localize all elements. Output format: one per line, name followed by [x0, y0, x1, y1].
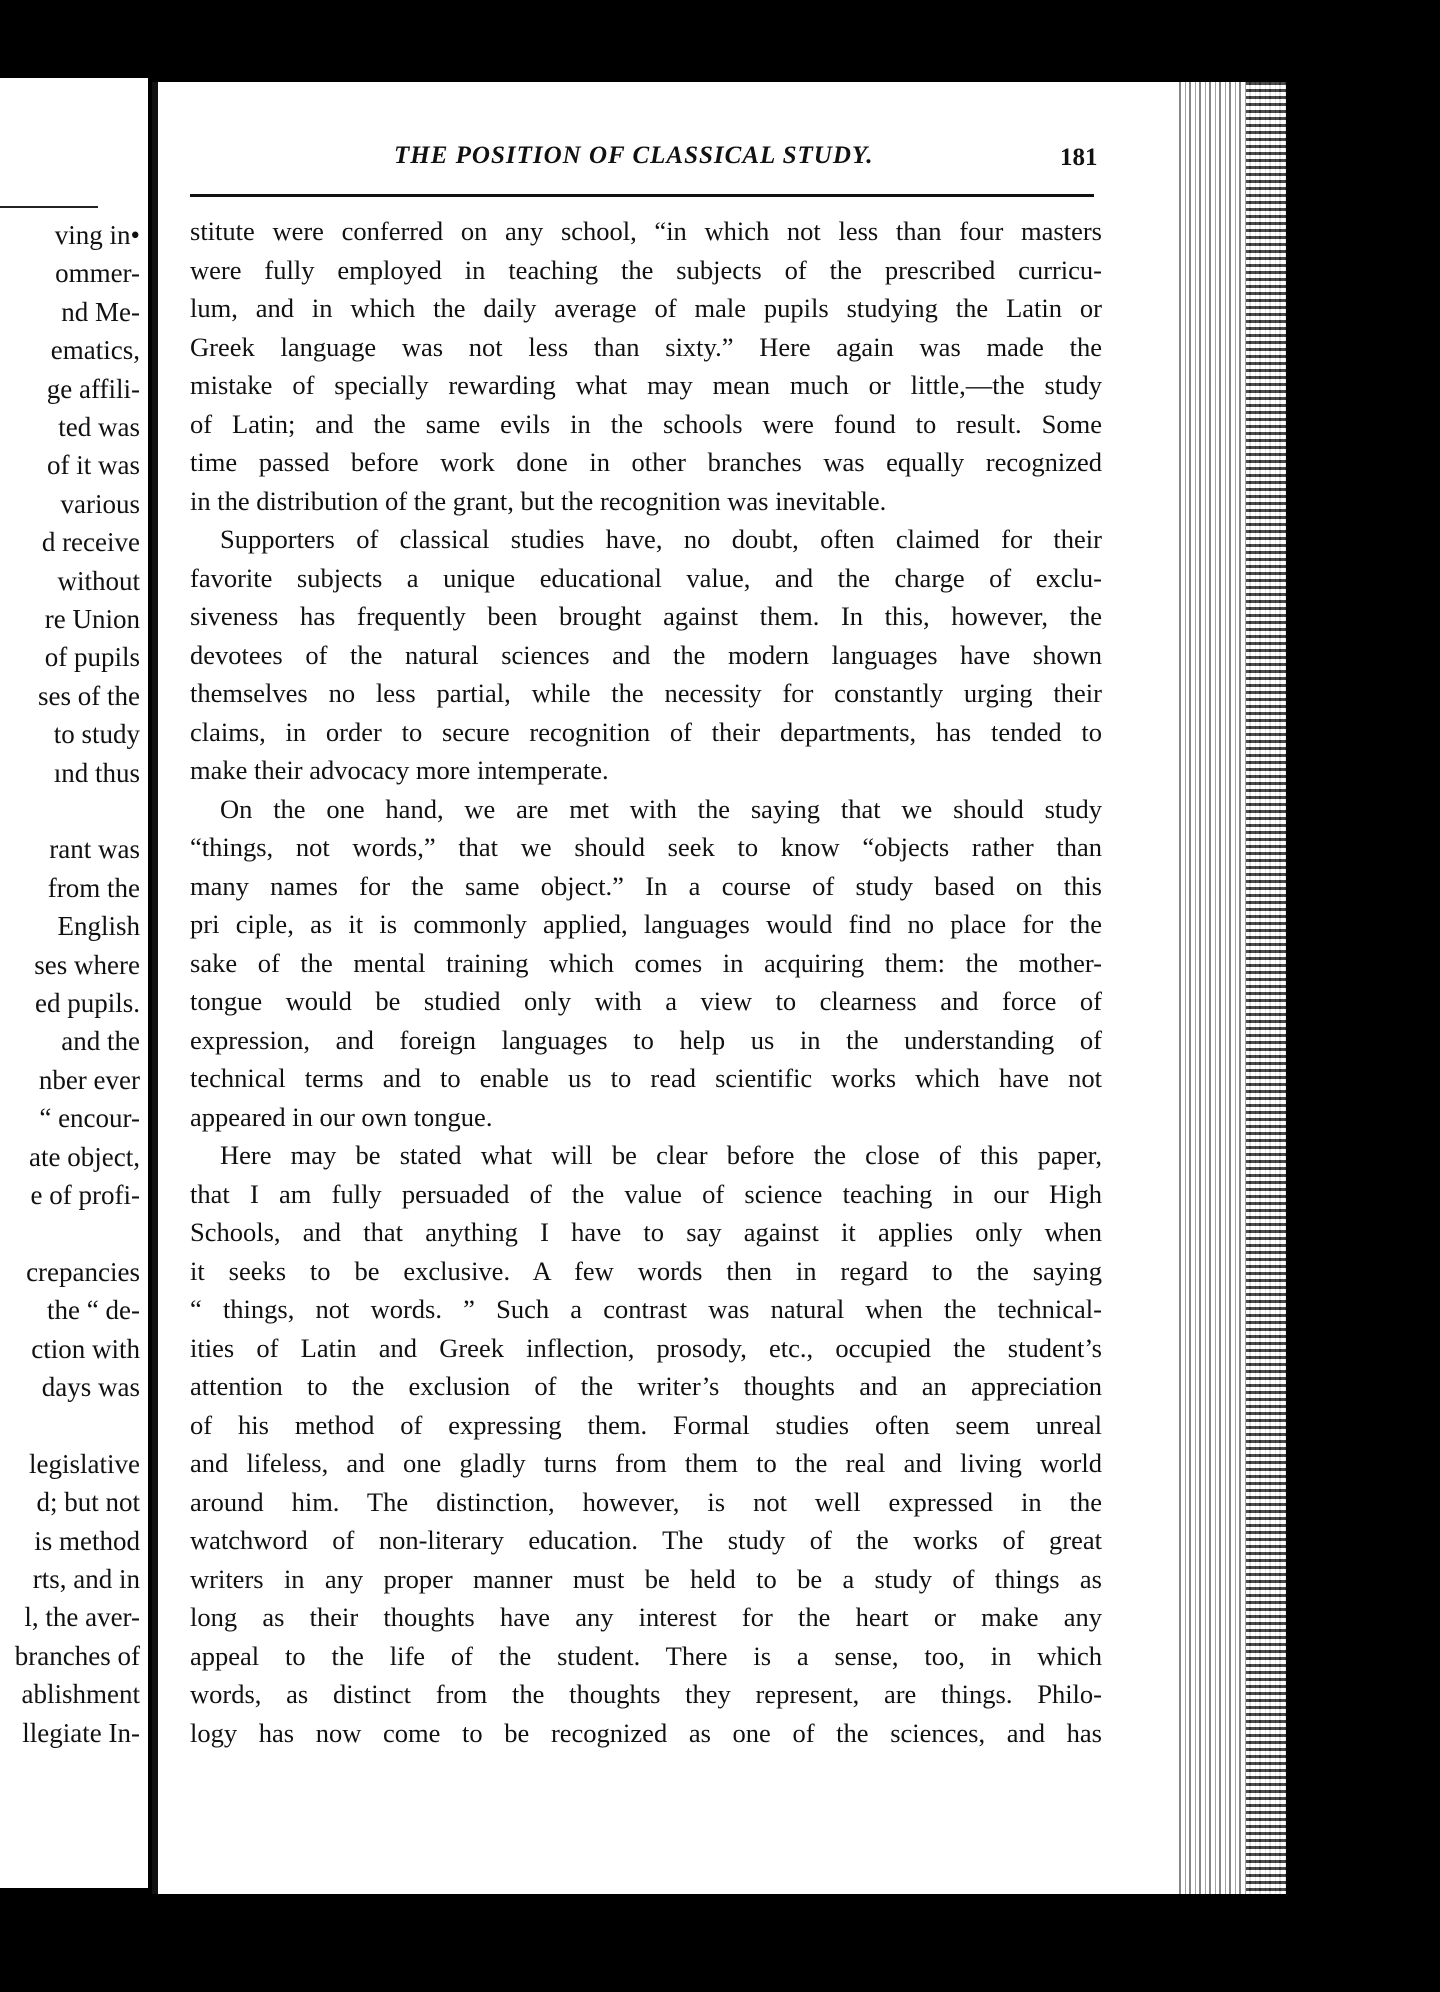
- facing-page-line: ction with: [31, 1333, 140, 1364]
- text-line: tongue would be studied only with a view to clearness and force of: [190, 986, 1102, 1016]
- text-line: lum, and in which the daily average of male pupils studying the Latin or: [190, 293, 1102, 323]
- book-page: [152, 82, 1286, 1894]
- facing-page-line: rts, and in: [32, 1564, 140, 1594]
- facing-page-line: branches of: [14, 1640, 140, 1671]
- body-text: [190, 212, 1102, 1752]
- facing-page-fragment: [0, 78, 148, 1888]
- facing-page-line: without: [57, 565, 140, 596]
- text-line: pri ciple, as it is commonly applied, languages would find no place for the: [190, 909, 1102, 939]
- text-line: “ things, not words. ” Such a contrast was natural when the technical-: [190, 1294, 1102, 1324]
- facing-page-line: of it was: [47, 450, 140, 481]
- facing-page-line: and the: [61, 1026, 140, 1057]
- text-line: technical terms and to enable us to read scientific works which have not: [190, 1063, 1102, 1093]
- text-line: On the one hand, we are met with the saying that we should study: [220, 793, 1102, 824]
- facing-page-line: l, the aver-: [24, 1602, 140, 1633]
- facing-page-line: ses of the: [38, 680, 140, 711]
- facing-page-line: ses where: [34, 949, 140, 980]
- facing-page-line: of pupils: [44, 642, 140, 673]
- facing-page-line: nber ever: [38, 1064, 140, 1095]
- text-line: logy has now come to be recognized as one of the sciences, and has: [190, 1717, 1102, 1748]
- text-line: Supporters of classical studies have, no doubt, often claimed for their: [220, 524, 1102, 554]
- text-line: “things, not words,” that we should seek to know “objects rather than: [190, 832, 1102, 862]
- facing-page-rule: [0, 206, 98, 208]
- facing-page-line: ed pupils.: [35, 988, 140, 1018]
- text-line: mistake of specially rewarding what may mean much or little,—the study: [190, 370, 1102, 400]
- facing-page-line: “ encour-: [39, 1103, 140, 1134]
- facing-page-line: re Union: [44, 604, 140, 634]
- text-line: and lifeless, and one gladly turns from them to the real and living world: [190, 1448, 1102, 1478]
- text-line: attention to the exclusion of the writer’s thoughts and an appreciation: [190, 1371, 1102, 1401]
- text-line: make their advocacy more intemperate.: [190, 755, 609, 785]
- facing-page-line: ınd thus: [53, 757, 140, 788]
- text-line: watchword of non-literary education. The study of the works of great: [190, 1525, 1102, 1555]
- facing-page-line: ge affili-: [46, 373, 140, 404]
- text-line: appeal to the life of the student. There is a sense, too, in which: [190, 1640, 1102, 1671]
- facing-page-line: ommer-: [55, 258, 140, 289]
- facing-page-line: to study: [53, 719, 140, 750]
- text-line: of Latin; and the same evils in the schools were found to result. Some: [190, 408, 1102, 439]
- facing-page-line: d receive: [41, 527, 140, 558]
- facing-page-line: llegiate In-: [22, 1717, 140, 1748]
- text-line: long as their thoughts have any interest for the heart or make any: [190, 1602, 1102, 1632]
- facing-page-line: crepancies: [26, 1256, 140, 1287]
- header-rule: [190, 194, 1094, 197]
- facing-page-line: nd Me-: [61, 296, 140, 327]
- text-line: were fully employed in teaching the subjects of the prescribed curricu-: [190, 254, 1102, 285]
- text-line: stitute were conferred on any school, “in which not less than four masters: [190, 216, 1102, 246]
- running-head: THE POSITION OF CLASSICAL STUDY.: [394, 142, 874, 169]
- text-line: around him. The distinction, however, is not well expressed in the: [190, 1486, 1102, 1517]
- text-line: that I am fully persuaded of the value of science teaching in our High: [190, 1178, 1102, 1209]
- facing-page-line: the “ de-: [47, 1295, 140, 1326]
- text-line: it seeks to be exclusive. A few words then in regard to the saying: [190, 1255, 1102, 1286]
- text-line: ities of Latin and Greek inflection, prosody, etc., occupied the student’s: [190, 1332, 1102, 1363]
- facing-page-line: e of profi-: [30, 1180, 140, 1210]
- page-number: 181: [1060, 144, 1098, 171]
- text-line: time passed before work done in other branches was equally recognized: [190, 447, 1102, 477]
- facing-page-line: ted was: [58, 412, 140, 442]
- text-line: Here may be stated what will be clear before the close of this paper,: [220, 1140, 1102, 1170]
- text-line: devotees of the natural sciences and the modern languages have shown: [190, 639, 1102, 670]
- text-line: expression, and foreign languages to help us in the understanding of: [190, 1024, 1102, 1055]
- text-line: favorite subjects a unique educational value, and the charge of exclu-: [190, 562, 1102, 593]
- text-line: claims, in order to secure recognition of their departments, has tended to: [190, 716, 1102, 747]
- text-line: Greek language was not less than sixty.” Here again was made the: [190, 331, 1102, 362]
- facing-page-line: ematics,: [50, 335, 140, 366]
- text-line: writers in any proper manner must be held to be a study of things as: [190, 1563, 1102, 1594]
- text-line: appeared in our own tongue.: [190, 1101, 493, 1132]
- facing-page-line: legislative: [29, 1448, 140, 1479]
- text-line: sake of the mental training which comes in acquiring them: the mother-: [190, 947, 1102, 978]
- facing-page-line: d; but not: [36, 1487, 140, 1518]
- text-line: themselves no less partial, while the necessity for constantly urging their: [190, 678, 1102, 708]
- facing-page-line: English: [57, 911, 140, 942]
- facing-page-line: various: [60, 488, 140, 519]
- facing-page-line: ving in•: [54, 220, 140, 250]
- text-line: Schools, and that anything I have to say against it applies only when: [190, 1217, 1102, 1247]
- page-edge-binding: [1246, 82, 1286, 1894]
- text-line: of his method of expressing them. Formal studies often seem unreal: [190, 1409, 1102, 1440]
- facing-page-line: ablishment: [21, 1679, 140, 1710]
- facing-page-line: from the: [47, 872, 140, 903]
- facing-page-line: days was: [41, 1372, 140, 1402]
- facing-page-line: rant was: [49, 834, 140, 865]
- text-line: siveness has frequently been brought against them. In this, however, the: [190, 601, 1102, 631]
- text-line: many names for the same object.” In a course of study based on this: [190, 870, 1102, 901]
- text-line: words, as distinct from the thoughts they represent, are things. Philo-: [190, 1679, 1102, 1709]
- facing-page-line: ate object,: [29, 1141, 140, 1172]
- text-line: in the distribution of the grant, but the recognition was inevitable.: [190, 485, 887, 516]
- facing-page-line: is method: [34, 1525, 140, 1556]
